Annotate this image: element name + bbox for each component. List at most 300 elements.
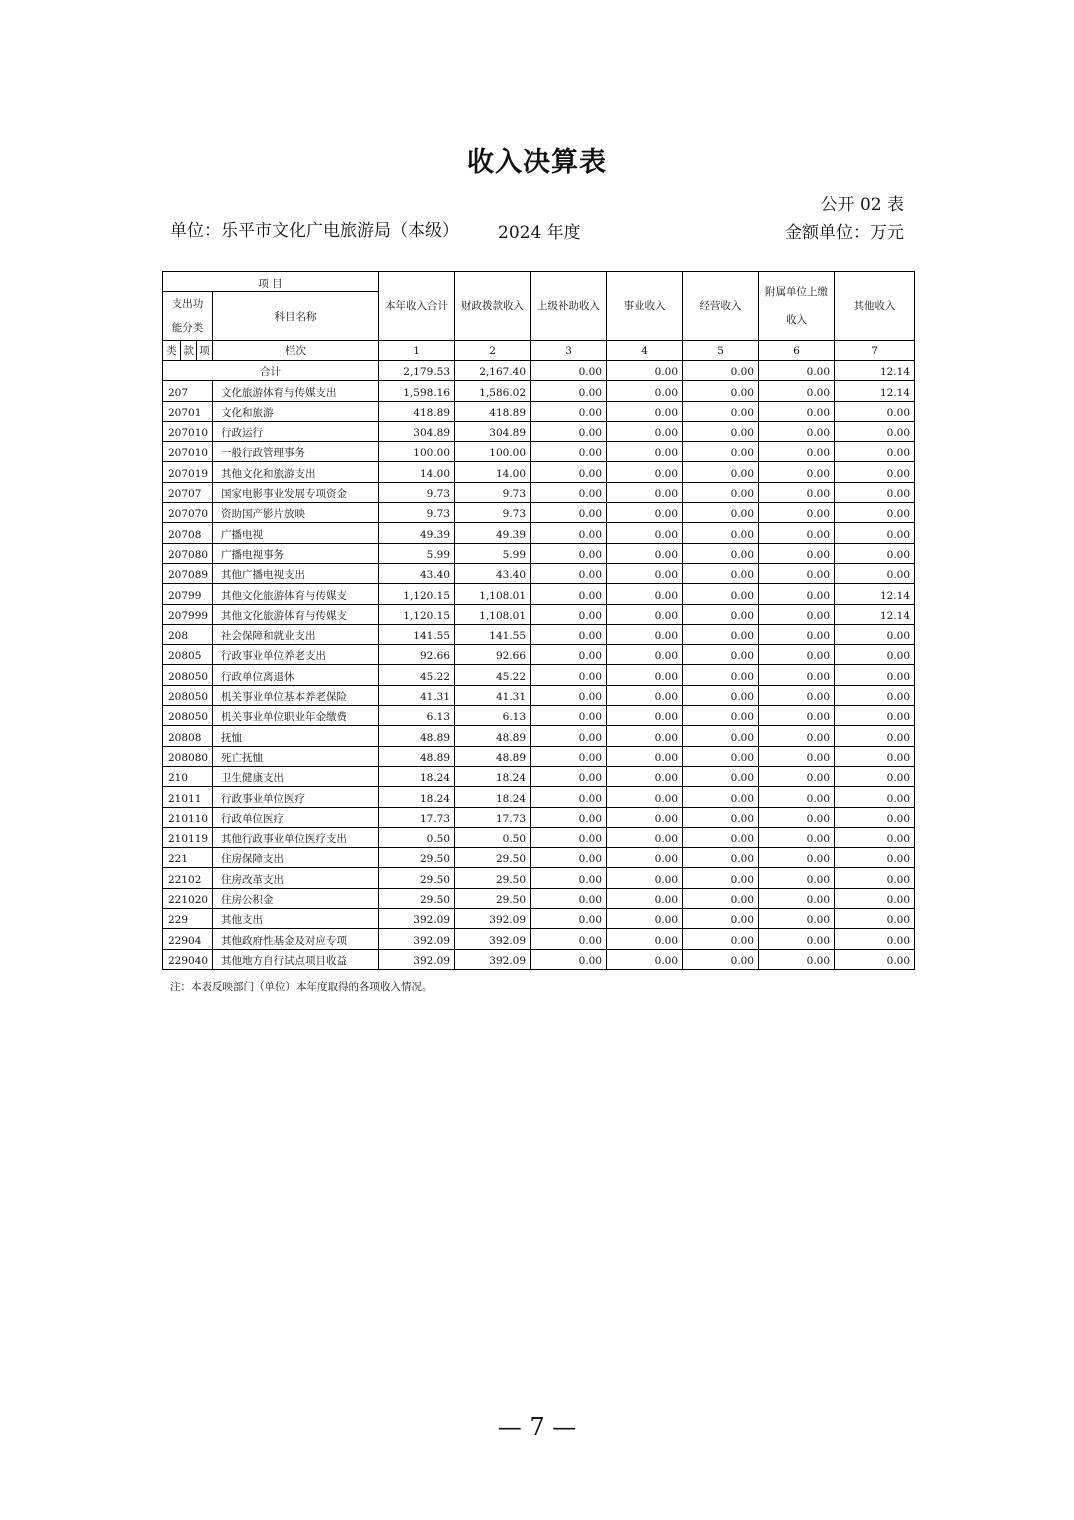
row-value-c3: 0.00: [531, 787, 607, 807]
row-value-c1: 48.89: [379, 746, 455, 766]
header-c1: 本年收入合计: [379, 272, 455, 341]
row-value-c3: 0.00: [531, 929, 607, 949]
row-value-c2: 141.55: [455, 624, 531, 644]
row-value-c4: 0.00: [607, 665, 683, 685]
row-value-c3: 0.00: [531, 482, 607, 502]
row-code: 207070: [163, 503, 213, 523]
total-row: [163, 361, 915, 381]
row-value-c6: 0.00: [759, 462, 835, 482]
row-value-c7: 0.00: [835, 503, 915, 523]
row-subject-name: 抚恤: [213, 726, 379, 746]
col-num-1: 1: [379, 341, 455, 361]
row-value-c2: 48.89: [455, 726, 531, 746]
row-value-c5: 0.00: [683, 766, 759, 786]
row-value-c7: 0.00: [835, 848, 915, 868]
row-value-c7: 12.14: [835, 604, 915, 624]
table-row: [163, 482, 915, 502]
row-value-c4: 0.00: [607, 766, 683, 786]
row-value-c6: 0.00: [759, 543, 835, 563]
row-value-c3: 0.00: [531, 563, 607, 583]
row-value-c2: 18.24: [455, 766, 531, 786]
row-value-c5: 0.00: [683, 401, 759, 421]
row-value-c1: 304.89: [379, 421, 455, 441]
row-value-c6: 0.00: [759, 624, 835, 644]
row-subject-name: 其他文化和旅游支出: [213, 462, 379, 482]
table-row: [163, 604, 915, 624]
row-value-c2: 45.22: [455, 665, 531, 685]
row-value-c6: 0.00: [759, 848, 835, 868]
row-subject-name: 广播电视事务: [213, 543, 379, 563]
table-row: [163, 766, 915, 786]
row-value-c7: 0.00: [835, 706, 915, 726]
row-value-c5: 0.00: [683, 909, 759, 929]
row-subject-name: 其他文化旅游体育与传媒支: [213, 584, 379, 604]
table-row: [163, 807, 915, 827]
row-value-c1: 92.66: [379, 645, 455, 665]
row-value-c1: 392.09: [379, 949, 455, 969]
header-xiang: 项: [197, 341, 213, 361]
row-value-c3: 0.00: [531, 949, 607, 969]
table-row: [163, 563, 915, 583]
row-value-c6: 0.00: [759, 604, 835, 624]
row-value-c3: 0.00: [531, 888, 607, 908]
header-kuan: 款: [181, 341, 197, 361]
row-value-c3: 0.00: [531, 584, 607, 604]
table-code: 公开 02 表: [820, 195, 904, 215]
row-value-c7: 0.00: [835, 624, 915, 644]
table-row: [163, 888, 915, 908]
row-value-c6: 0.00: [759, 909, 835, 929]
row-value-c1: 1,120.15: [379, 584, 455, 604]
row-value-c2: 17.73: [455, 807, 531, 827]
row-subject-name: 其他地方自行试点项目收益: [213, 949, 379, 969]
row-value-c5: 0.00: [683, 523, 759, 543]
row-subject-name: 机关事业单位基本养老保险: [213, 685, 379, 705]
row-value-c6: 0.00: [759, 442, 835, 462]
header-c4: 事业收入: [607, 272, 683, 341]
row-value-c7: 12.14: [835, 584, 915, 604]
row-value-c4: 0.00: [607, 909, 683, 929]
row-value-c6: 0.00: [759, 929, 835, 949]
row-value-c4: 0.00: [607, 787, 683, 807]
row-value-c4: 0.00: [607, 381, 683, 401]
row-code: 207010: [163, 421, 213, 441]
row-value-c4: 0.00: [607, 706, 683, 726]
row-code: 208050: [163, 685, 213, 705]
row-subject-name: 资助国产影片放映: [213, 503, 379, 523]
row-value-c7: 0.00: [835, 726, 915, 746]
total-c7: 12.14: [835, 361, 915, 381]
row-code: 20808: [163, 726, 213, 746]
row-value-c2: 18.24: [455, 787, 531, 807]
row-value-c5: 0.00: [683, 543, 759, 563]
row-code: 229040: [163, 949, 213, 969]
row-code: 221020: [163, 888, 213, 908]
row-value-c4: 0.00: [607, 523, 683, 543]
row-code: 207019: [163, 462, 213, 482]
row-code: 207080: [163, 543, 213, 563]
table-row: [163, 746, 915, 766]
table-row: [163, 381, 915, 401]
row-value-c1: 418.89: [379, 401, 455, 421]
row-value-c4: 0.00: [607, 442, 683, 462]
row-value-c5: 0.00: [683, 685, 759, 705]
row-value-c4: 0.00: [607, 929, 683, 949]
row-value-c2: 48.89: [455, 746, 531, 766]
row-value-c1: 49.39: [379, 523, 455, 543]
header-func-class: 支出功能分类: [163, 292, 213, 341]
row-value-c2: 392.09: [455, 949, 531, 969]
row-subject-name: 其他广播电视支出: [213, 563, 379, 583]
row-value-c7: 0.00: [835, 766, 915, 786]
row-value-c1: 6.13: [379, 706, 455, 726]
col-num-4: 4: [607, 341, 683, 361]
row-value-c2: 14.00: [455, 462, 531, 482]
row-subject-name: 行政运行: [213, 421, 379, 441]
row-code: 20701: [163, 401, 213, 421]
row-value-c2: 43.40: [455, 563, 531, 583]
row-value-c6: 0.00: [759, 645, 835, 665]
row-value-c6: 0.00: [759, 482, 835, 502]
row-value-c6: 0.00: [759, 421, 835, 441]
table-row: [163, 726, 915, 746]
table-row: [163, 848, 915, 868]
row-value-c3: 0.00: [531, 706, 607, 726]
row-value-c5: 0.00: [683, 442, 759, 462]
header-c7: 其他收入: [835, 272, 915, 341]
row-value-c7: 0.00: [835, 949, 915, 969]
row-value-c7: 0.00: [835, 929, 915, 949]
row-value-c4: 0.00: [607, 645, 683, 665]
row-subject-name: 文化和旅游: [213, 401, 379, 421]
row-code: 229: [163, 909, 213, 929]
footnote: 注：本表反映部门（单位）本年度取得的各项收入情况。: [170, 981, 433, 993]
row-value-c4: 0.00: [607, 462, 683, 482]
header-c5: 经营收入: [683, 272, 759, 341]
row-value-c3: 0.00: [531, 604, 607, 624]
row-value-c4: 0.00: [607, 726, 683, 746]
row-value-c1: 18.24: [379, 766, 455, 786]
row-value-c3: 0.00: [531, 827, 607, 847]
row-value-c2: 418.89: [455, 401, 531, 421]
row-value-c6: 0.00: [759, 787, 835, 807]
row-value-c4: 0.00: [607, 807, 683, 827]
row-value-c7: 0.00: [835, 827, 915, 847]
row-subject-name: 社会保障和就业支出: [213, 624, 379, 644]
row-value-c3: 0.00: [531, 868, 607, 888]
row-value-c1: 392.09: [379, 909, 455, 929]
row-value-c7: 0.00: [835, 787, 915, 807]
table-row: [163, 401, 915, 421]
table-row: [163, 827, 915, 847]
row-value-c6: 0.00: [759, 706, 835, 726]
row-subject-name: 住房公积金: [213, 888, 379, 908]
row-code: 208050: [163, 706, 213, 726]
row-value-c5: 0.00: [683, 746, 759, 766]
row-value-c7: 0.00: [835, 401, 915, 421]
row-code: 22904: [163, 929, 213, 949]
row-value-c2: 0.50: [455, 827, 531, 847]
row-value-c3: 0.00: [531, 523, 607, 543]
row-code: 207999: [163, 604, 213, 624]
row-value-c7: 0.00: [835, 482, 915, 502]
row-value-c6: 0.00: [759, 746, 835, 766]
row-value-c1: 100.00: [379, 442, 455, 462]
table-row: [163, 584, 915, 604]
col-num-5: 5: [683, 341, 759, 361]
row-value-c2: 29.50: [455, 888, 531, 908]
row-value-c6: 0.00: [759, 868, 835, 888]
row-value-c3: 0.00: [531, 685, 607, 705]
row-code: 207: [163, 381, 213, 401]
row-code: 20805: [163, 645, 213, 665]
row-value-c1: 43.40: [379, 563, 455, 583]
row-value-c6: 0.00: [759, 665, 835, 685]
row-value-c1: 392.09: [379, 929, 455, 949]
row-value-c4: 0.00: [607, 868, 683, 888]
row-value-c3: 0.00: [531, 726, 607, 746]
row-value-c7: 0.00: [835, 421, 915, 441]
row-value-c4: 0.00: [607, 421, 683, 441]
row-value-c4: 0.00: [607, 503, 683, 523]
row-value-c1: 18.24: [379, 787, 455, 807]
row-value-c4: 0.00: [607, 827, 683, 847]
row-value-c4: 0.00: [607, 848, 683, 868]
table-row: [163, 909, 915, 929]
row-value-c2: 1,586.02: [455, 381, 531, 401]
row-code: 20708: [163, 523, 213, 543]
row-value-c1: 41.31: [379, 685, 455, 705]
row-value-c3: 0.00: [531, 442, 607, 462]
row-value-c4: 0.00: [607, 543, 683, 563]
row-value-c1: 9.73: [379, 482, 455, 502]
row-value-c5: 0.00: [683, 706, 759, 726]
header-c2: 财政拨款收入: [455, 272, 531, 341]
page-number: — 7 —: [497, 1413, 577, 1441]
row-value-c3: 0.00: [531, 645, 607, 665]
row-value-c2: 29.50: [455, 848, 531, 868]
row-value-c7: 0.00: [835, 523, 915, 543]
money-unit: 金额单位：万元: [785, 223, 904, 243]
col-num-3: 3: [531, 341, 607, 361]
row-value-c4: 0.00: [607, 563, 683, 583]
table-row: [163, 645, 915, 665]
row-value-c7: 0.00: [835, 909, 915, 929]
header-c6: 附属单位上缴收入: [759, 272, 835, 341]
row-subject-name: 行政事业单位医疗: [213, 787, 379, 807]
row-value-c5: 0.00: [683, 888, 759, 908]
row-code: 21011: [163, 787, 213, 807]
row-value-c1: 29.50: [379, 868, 455, 888]
row-value-c7: 0.00: [835, 665, 915, 685]
table-row: [163, 949, 915, 969]
row-value-c4: 0.00: [607, 685, 683, 705]
total-label: 合计: [163, 361, 379, 381]
row-value-c6: 0.00: [759, 584, 835, 604]
header-subject-name: 科目名称: [213, 292, 379, 341]
row-value-c1: 1,120.15: [379, 604, 455, 624]
row-value-c5: 0.00: [683, 381, 759, 401]
row-value-c4: 0.00: [607, 584, 683, 604]
row-value-c7: 0.00: [835, 746, 915, 766]
row-value-c1: 141.55: [379, 624, 455, 644]
row-subject-name: 广播电视: [213, 523, 379, 543]
row-value-c4: 0.00: [607, 888, 683, 908]
row-subject-name: 卫生健康支出: [213, 766, 379, 786]
row-value-c1: 9.73: [379, 503, 455, 523]
row-value-c5: 0.00: [683, 726, 759, 746]
row-value-c5: 0.00: [683, 868, 759, 888]
row-value-c6: 0.00: [759, 726, 835, 746]
row-value-c6: 0.00: [759, 381, 835, 401]
row-value-c7: 0.00: [835, 442, 915, 462]
row-value-c5: 0.00: [683, 827, 759, 847]
row-value-c6: 0.00: [759, 563, 835, 583]
header-col-index: 栏次: [213, 341, 379, 361]
page-title: 收入决算表: [467, 147, 607, 178]
row-value-c4: 0.00: [607, 482, 683, 502]
table-row: [163, 787, 915, 807]
row-code: 210110: [163, 807, 213, 827]
row-code: 207010: [163, 442, 213, 462]
row-subject-name: 行政事业单位养老支出: [213, 645, 379, 665]
row-value-c3: 0.00: [531, 381, 607, 401]
total-c4: 0.00: [607, 361, 683, 381]
row-value-c6: 0.00: [759, 766, 835, 786]
row-value-c2: 6.13: [455, 706, 531, 726]
row-value-c5: 0.00: [683, 563, 759, 583]
row-value-c1: 29.50: [379, 888, 455, 908]
row-code: 221: [163, 848, 213, 868]
table-row: [163, 462, 915, 482]
row-value-c2: 1,108.01: [455, 604, 531, 624]
row-value-c4: 0.00: [607, 624, 683, 644]
row-value-c5: 0.00: [683, 848, 759, 868]
row-value-c6: 0.00: [759, 827, 835, 847]
row-value-c2: 304.89: [455, 421, 531, 441]
table-row: [163, 706, 915, 726]
row-value-c5: 0.00: [683, 929, 759, 949]
row-subject-name: 文化旅游体育与传媒支出: [213, 381, 379, 401]
row-value-c7: 0.00: [835, 685, 915, 705]
col-num-2: 2: [455, 341, 531, 361]
row-subject-name: 国家电影事业发展专项资金: [213, 482, 379, 502]
total-c6: 0.00: [759, 361, 835, 381]
table-row: [163, 868, 915, 888]
row-value-c5: 0.00: [683, 787, 759, 807]
row-value-c1: 14.00: [379, 462, 455, 482]
row-subject-name: 其他行政事业单位医疗支出: [213, 827, 379, 847]
row-value-c3: 0.00: [531, 421, 607, 441]
row-value-c3: 0.00: [531, 401, 607, 421]
row-value-c2: 392.09: [455, 909, 531, 929]
total-c5: 0.00: [683, 361, 759, 381]
table-row: [163, 503, 915, 523]
fiscal-year: 2024 年度: [498, 223, 581, 243]
row-code: 22102: [163, 868, 213, 888]
table-row: [163, 442, 915, 462]
row-value-c4: 0.00: [607, 746, 683, 766]
row-value-c7: 0.00: [835, 543, 915, 563]
row-value-c7: 0.00: [835, 888, 915, 908]
row-subject-name: 其他政府性基金及对应专项: [213, 929, 379, 949]
row-subject-name: 其他文化旅游体育与传媒支: [213, 604, 379, 624]
row-value-c1: 5.99: [379, 543, 455, 563]
total-c1: 2,179.53: [379, 361, 455, 381]
row-code: 208050: [163, 665, 213, 685]
table-row: [163, 421, 915, 441]
row-value-c3: 0.00: [531, 909, 607, 929]
row-value-c1: 48.89: [379, 726, 455, 746]
income-table: [162, 271, 915, 970]
row-code: 208080: [163, 746, 213, 766]
table-row: [163, 543, 915, 563]
row-value-c1: 29.50: [379, 848, 455, 868]
row-value-c2: 100.00: [455, 442, 531, 462]
row-value-c2: 92.66: [455, 645, 531, 665]
table-row: [163, 685, 915, 705]
row-value-c6: 0.00: [759, 807, 835, 827]
row-value-c5: 0.00: [683, 421, 759, 441]
row-value-c6: 0.00: [759, 888, 835, 908]
unit-label: 单位：乐平市文化广电旅游局（本级）: [170, 221, 459, 241]
row-value-c2: 41.31: [455, 685, 531, 705]
row-value-c6: 0.00: [759, 685, 835, 705]
row-value-c2: 392.09: [455, 929, 531, 949]
row-value-c2: 5.99: [455, 543, 531, 563]
row-value-c7: 0.00: [835, 807, 915, 827]
row-subject-name: 一般行政管理事务: [213, 442, 379, 462]
row-subject-name: 住房保障支出: [213, 848, 379, 868]
row-value-c2: 9.73: [455, 503, 531, 523]
row-value-c3: 0.00: [531, 543, 607, 563]
header-project: 项 目: [163, 272, 379, 292]
total-c3: 0.00: [531, 361, 607, 381]
row-value-c7: 0.00: [835, 868, 915, 888]
row-value-c1: 45.22: [379, 665, 455, 685]
row-subject-name: 行政单位离退休: [213, 665, 379, 685]
row-value-c7: 12.14: [835, 381, 915, 401]
row-value-c3: 0.00: [531, 624, 607, 644]
row-value-c1: 17.73: [379, 807, 455, 827]
row-value-c5: 0.00: [683, 624, 759, 644]
row-value-c5: 0.00: [683, 645, 759, 665]
row-code: 20707: [163, 482, 213, 502]
total-c2: 2,167.40: [455, 361, 531, 381]
row-value-c5: 0.00: [683, 503, 759, 523]
row-value-c5: 0.00: [683, 604, 759, 624]
row-value-c6: 0.00: [759, 401, 835, 421]
row-value-c3: 0.00: [531, 665, 607, 685]
table-row: [163, 624, 915, 644]
row-value-c2: 49.39: [455, 523, 531, 543]
row-value-c3: 0.00: [531, 807, 607, 827]
row-value-c3: 0.00: [531, 746, 607, 766]
row-subject-name: 死亡抚恤: [213, 746, 379, 766]
row-code: 210: [163, 766, 213, 786]
row-subject-name: 其他支出: [213, 909, 379, 929]
row-value-c3: 0.00: [531, 462, 607, 482]
row-value-c2: 1,108.01: [455, 584, 531, 604]
row-value-c6: 0.00: [759, 523, 835, 543]
row-value-c3: 0.00: [531, 503, 607, 523]
header-lei: 类: [163, 341, 181, 361]
col-num-6: 6: [759, 341, 835, 361]
row-value-c4: 0.00: [607, 949, 683, 969]
row-value-c5: 0.00: [683, 665, 759, 685]
row-value-c3: 0.00: [531, 766, 607, 786]
row-subject-name: 住房改革支出: [213, 868, 379, 888]
